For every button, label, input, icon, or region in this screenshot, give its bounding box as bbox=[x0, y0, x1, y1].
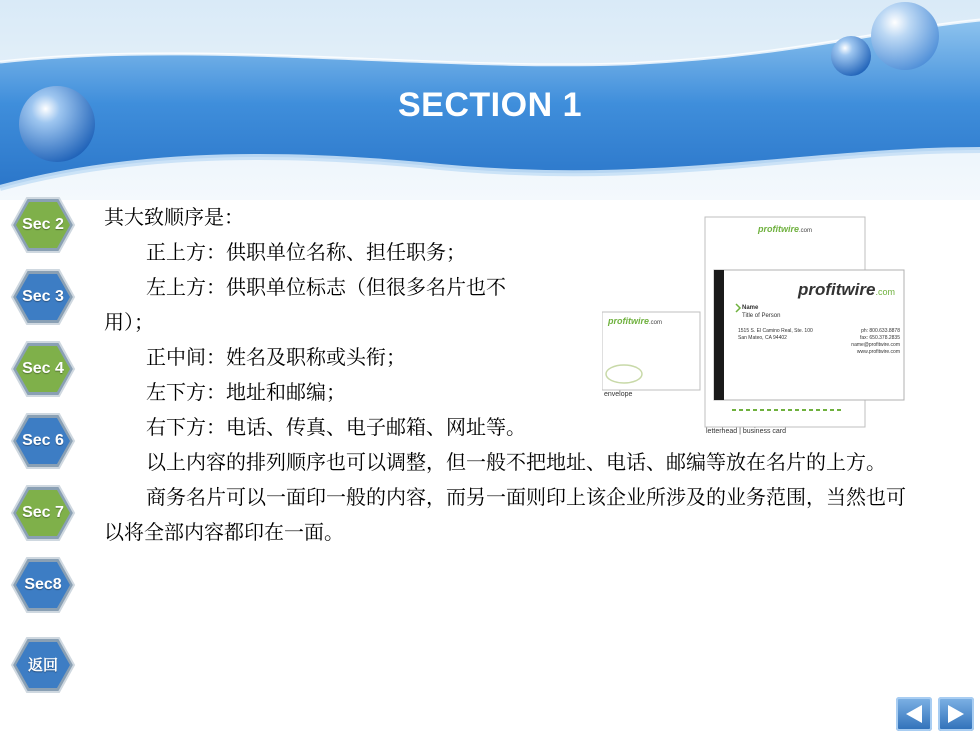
envelope-label: envelope bbox=[604, 391, 633, 398]
intro-line: 其大致顺序是： bbox=[104, 205, 244, 229]
envelope-logo bbox=[608, 316, 662, 326]
card-phone: ph: 800.633.8878 bbox=[861, 328, 900, 334]
card-address bbox=[738, 328, 813, 342]
card-email: name@profitwire.com bbox=[851, 342, 900, 348]
letterhead-label: letterhead | business card bbox=[706, 428, 787, 435]
card-name: Name bbox=[742, 305, 759, 311]
list-item: 左下方：地址和邮编； bbox=[146, 380, 346, 404]
page-title: SECTION 1 bbox=[398, 86, 582, 124]
card-contact bbox=[826, 328, 900, 356]
card-person bbox=[742, 304, 780, 320]
card-title: Title of Person bbox=[742, 313, 781, 319]
paragraph: 商务名片可以一面印一般的内容，而另一面则印上该企业所涉及的业务范围，当然也可以将全部内容都印在一面。 bbox=[104, 485, 906, 544]
brand-name: profitwire bbox=[758, 224, 800, 234]
card-address-line: San Mateo, CA 94402 bbox=[738, 335, 787, 341]
nav-back-button[interactable] bbox=[10, 636, 76, 694]
section-nav bbox=[10, 196, 90, 696]
next-slide-button[interactable] bbox=[938, 697, 974, 731]
brand-name: profitwire bbox=[608, 316, 650, 326]
nav-label: Sec8 bbox=[24, 576, 62, 593]
brand-suffix: .com bbox=[875, 287, 895, 297]
nav-label: Sec 7 bbox=[22, 504, 64, 521]
letterhead-logo bbox=[758, 224, 812, 234]
nav-sec4-button[interactable] bbox=[10, 340, 76, 398]
brand-name: profitwire bbox=[798, 280, 876, 299]
list-item: 正中间：姓名及职称或头衔； bbox=[146, 345, 406, 369]
list-item: 正上方：供职单位名称、担任职务； bbox=[146, 240, 466, 264]
card-website: www.profitwire.com bbox=[856, 349, 900, 355]
nav-sec3-button[interactable] bbox=[10, 268, 76, 326]
nav-sec7-button[interactable] bbox=[10, 484, 76, 542]
brand-suffix: .com bbox=[649, 320, 663, 326]
nav-label: Sec 3 bbox=[22, 288, 64, 305]
nav-sec6-button[interactable] bbox=[10, 412, 76, 470]
triangle-right-icon bbox=[938, 697, 974, 731]
nav-label: Sec 4 bbox=[22, 360, 64, 377]
card-fax: fax: 650.378.2835 bbox=[859, 335, 900, 341]
nav-label: Sec 2 bbox=[22, 216, 64, 233]
prev-slide-button[interactable] bbox=[896, 697, 932, 731]
triangle-left-icon bbox=[896, 697, 932, 731]
card-address-line: 1515 S. El Camino Real, Ste. 100 bbox=[738, 328, 813, 334]
paragraph: 以上内容的排列顺序也可以调整，但一般不把地址、电话、邮编等放在名片的上方。 bbox=[146, 450, 886, 474]
slide-navigation bbox=[896, 697, 976, 731]
list-item-continuation: 用）； bbox=[104, 310, 154, 334]
list-item: 左上方：供职单位标志（但很多名片也不 bbox=[146, 275, 506, 299]
brand-suffix: .com bbox=[799, 228, 813, 234]
nav-sec8-button[interactable] bbox=[10, 556, 76, 614]
nav-label: Sec 6 bbox=[22, 432, 64, 449]
card-logo bbox=[798, 280, 895, 300]
nav-sec2-button[interactable] bbox=[10, 196, 76, 254]
list-item: 右下方：电话、传真、电子邮箱、网址等。 bbox=[146, 415, 526, 439]
nav-label: 返回 bbox=[27, 656, 58, 674]
business-card-figure bbox=[602, 212, 912, 444]
